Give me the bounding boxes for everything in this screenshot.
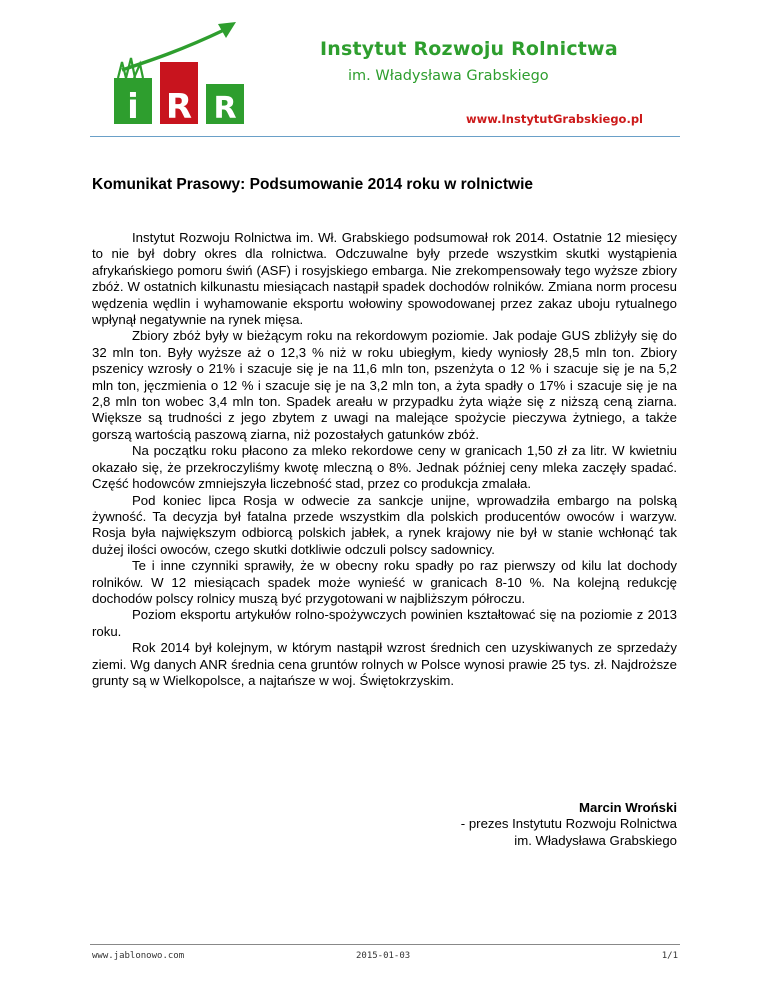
header-divider [90,136,680,137]
logo-letter-r2: R [213,91,237,126]
signature-role-continued: im. Władysława Grabskiego [514,832,677,848]
footer-page-number: 1/1 [661,951,678,961]
logo-letter-i: i [127,87,139,126]
institute-subtitle: im. Władysława Grabskiego [348,68,549,84]
press-release-body [92,230,677,689]
irr-logo [112,18,252,126]
footer-date: 2015-01-03 [356,951,411,961]
paragraph: Pod koniec lipca Rosja w odwecie za sankcje unijne, wprowadziła embargo na polską żywność. Ta decyzja był fatalna przede wszystkim dla polskich producentów owoców i warzyw. Rosja była największym odbiorcą polskich jabłek, a rynek krajowy nie był w stanie wchłonąć tak dużej ilości owoców, czego skutki dotkliwie odczuli polscy sadownicy. [92,492,677,557]
signature-block [461,800,677,849]
paragraph: Te i inne czynniki sprawiły, że w obecny roku spadły po raz pierwszy od kilu lat dochody rolników. W 12 miesiącach spadek może wynieść w granicach 8-10 %. Na kolejną redukcję dochodów polscy rolnicy muszą być przygotowani w najbliższym półroczu. [92,558,677,606]
paragraph: Instytut Rozwoju Rolnictwa im. Wł. Grabskiego podsumował rok 2014. Ostatnie 12 miesięcy to nie był dobry okres dla rolnictwa. Odczuwalne były przede wszystkim skutki wystąpienia afrykańskiego pomoru świń (ASF) i rosyjskiego embarga. Nie zrekompensowały tego wyższe zbiory zbóż. W ostatnich kilkunastu miesiącach nastąpił spadek dochodów rolników. Zmiana norm procesu wędzenia wędlin i wyhamowanie eksportu wołowiny spowodowanej przez zakaz uboju rytualnego wpłynął negatywnie na rynek mięsa. [92,230,677,328]
institute-website-link[interactable]: www.InstytutGrabskiego.pl [466,112,644,126]
paragraph: Rok 2014 był kolejnym, w którym nastąpił wzrost średnich cen uzyskiwanych ze sprzedaży ziemi. Wg danych ANR średnia cena gruntów rolnych w Polsce wynosi prawie 25 tys. zł. Najdroższe grunty są w Wielkopolsce, a najtańsze w woj. Świętokrzyskim. [92,640,677,688]
signature-name: Marcin Wroński [579,800,677,815]
page-title: Komunikat Prasowy: Podsumowanie 2014 roku w rolnictwie [92,176,534,193]
institute-name: Instytut Rozwoju Rolnictwa [320,38,618,60]
paragraph: Poziom eksportu artykułów rolno-spożywczych powinien kształtować się na poziomie z 2013 roku. [92,607,677,639]
footer-divider [90,944,680,945]
paragraph: Na początku roku płacono za mleko rekordowe ceny w granicach 1,50 zł za litr. W kwietniu okazało się, że przekroczyliśmy kwotę mleczną o 8%. Jednak później ceny mleka zaczęły spadać. Część hodowców zmniejszyła liczebność stad, przez co produkcja zmalała. [92,443,677,492]
signature-role: - prezes Instytutu Rozwoju Rolnictwa [460,816,677,832]
footer-website: www.jablonowo.com [92,951,185,961]
letterhead [0,0,768,140]
logo-letter-r1: R [165,87,193,126]
paragraph: Zbiory zbóż były w bieżącym roku na rekordowym poziomie. Jak podaje GUS zbliżyły się do 32 mln ton. Były wyższe aż o 12,3 % niż w roku ubiegłym, kiedy wyniosły 28,5 mln ton. Zbiory pszenicy wzrosły o 21% i szacuje się je na 11,6 mln ton, pszenżyta o 12 % i szacuje się je na 5,2 mln ton, jęczmienia o 12 % i szacuje się je na 3,2 mln ton, a żyta spadły o 17% i szacuje się je na 2,8 mln ton wobec 3,4 mln ton. Spadek areału w przypadku żyta wiąże się z niższą ceną ziarna. Większe są trudności z jego zbytem z uwagi na malejące spożycie pieczywa żytniego, a także gorszą wartością paszową ziarna, niż pozostałych gatunków zbóż. [92,328,677,442]
